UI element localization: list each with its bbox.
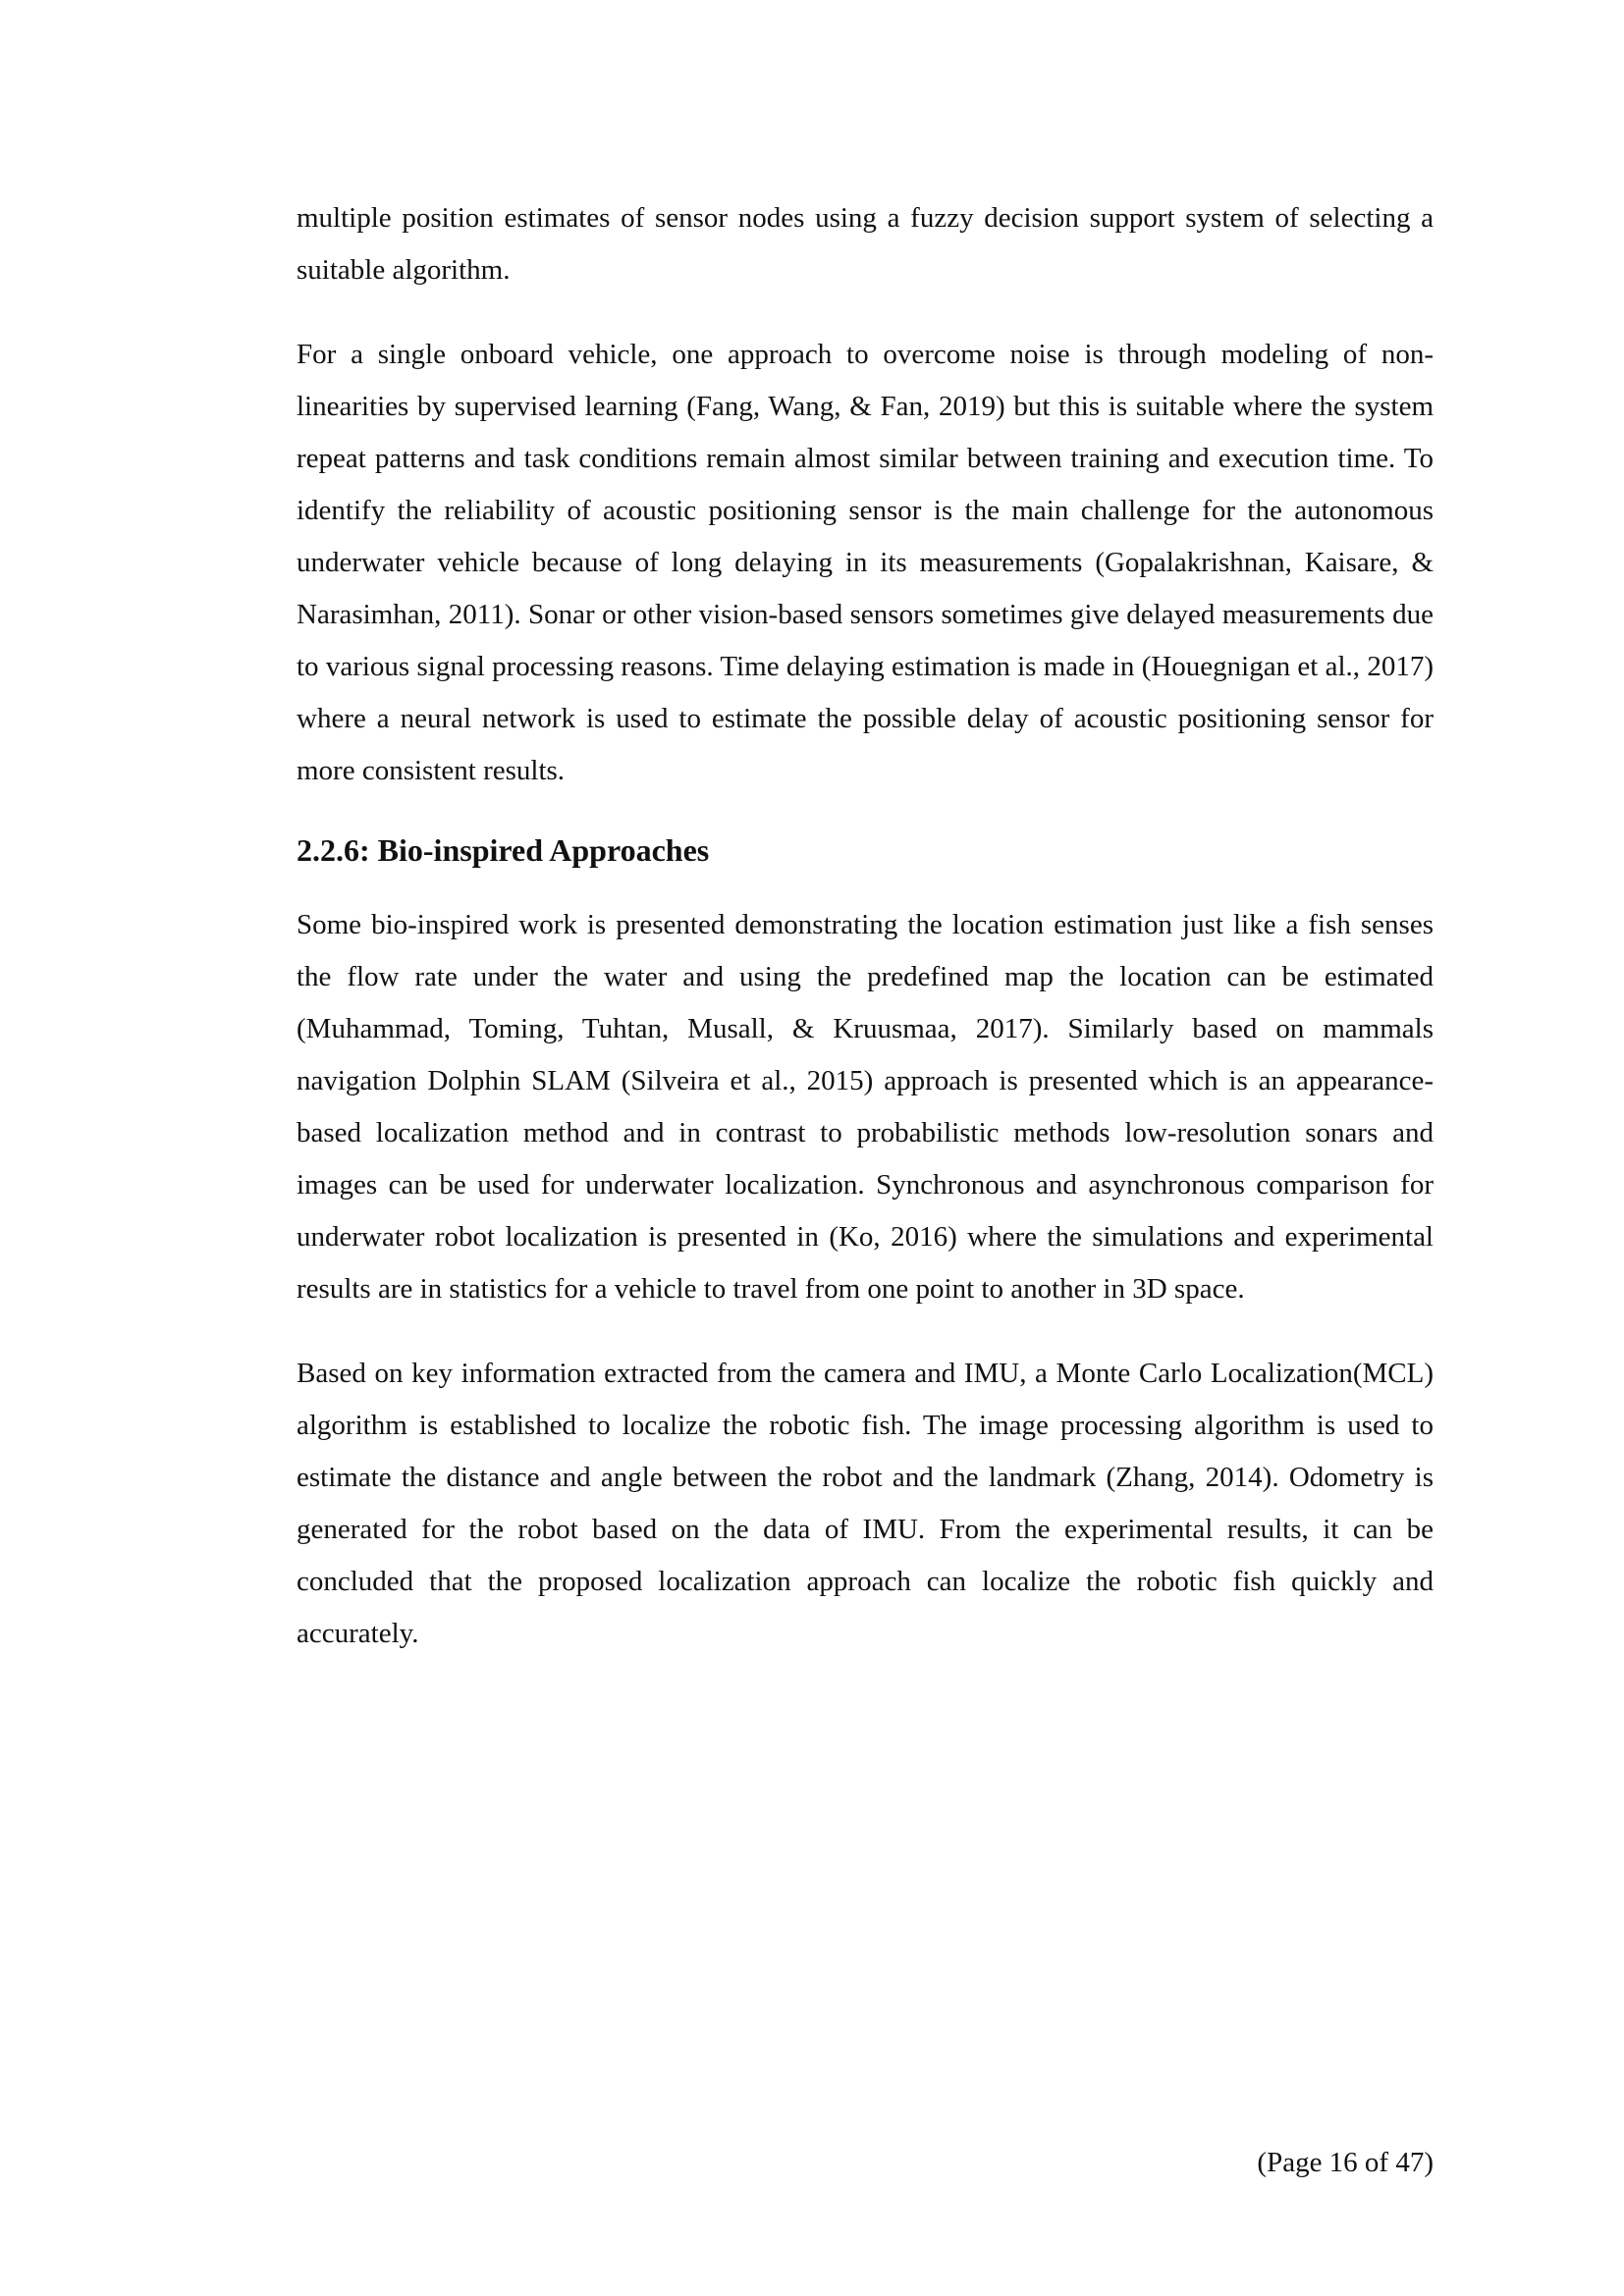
page-content [297, 192, 1434, 1660]
section-heading: 2.2.6: Bio-inspired Approaches [297, 832, 710, 868]
paragraph-monte-carlo: Based on key information extracted from the camera and IMU, a Monte Carlo Localization(MCL) algorithm is established to localize the robotic fish. The image processing algorithm is used to estimate the distance and angle between the robot and the landmark (Zhang, 2014). Odometry is generated for the robot based on the data of IMU. From the experimental results, it can be concluded that the proposed localization approach can localize the robotic fish quickly and accurately. [297, 1358, 1434, 1649]
paragraph-bio-inspired: Some bio-inspired work is presented demonstrating the location estimation just like a fish senses the flow rate under the water and using the predefined map the location can be estimated (Muhammad, Toming, Tuhtan, Musall, & Kruusmaa, 2017). Similarly based on mammals navigation Dolphin SLAM (Silveira et al., 2015) approach is presented which is an appearance-based localization method and in contrast to probabilistic methods low-resolution sonars and images can be used for underwater localization. Synchronous and asynchronous comparison for underwater robot localization is presented in (Ko, 2016) where the simulations and experimental results are in statistics for a vehicle to travel from one point to another in 3D space. [297, 909, 1434, 1305]
paragraph-single-vehicle: For a single onboard vehicle, one approach to overcome noise is through modeling of non-linearities by supervised learning (Fang, Wang, & Fan, 2019) but this is suitable where the system repeat patterns and task conditions remain almost similar between training and execution time. To identify the reliability of acoustic positioning sensor is the main challenge for the autonomous underwater vehicle because of long delaying in its measurements (Gopalakrishnan, Kaisare, & Narasimhan, 2011). Sonar or other vision-based sensors sometimes give delayed measurements due to various signal processing reasons. Time delaying estimation is made in (Houegnigan et al., 2017) where a neural network is used to estimate the possible delay of acoustic positioning sensor for more consistent results. [297, 339, 1434, 786]
paragraph-continuation: multiple position estimates of sensor nodes using a fuzzy decision support system of selecting a suitable algorithm. [297, 202, 1434, 286]
page-number: (Page 16 of 47) [1257, 2147, 1434, 2178]
